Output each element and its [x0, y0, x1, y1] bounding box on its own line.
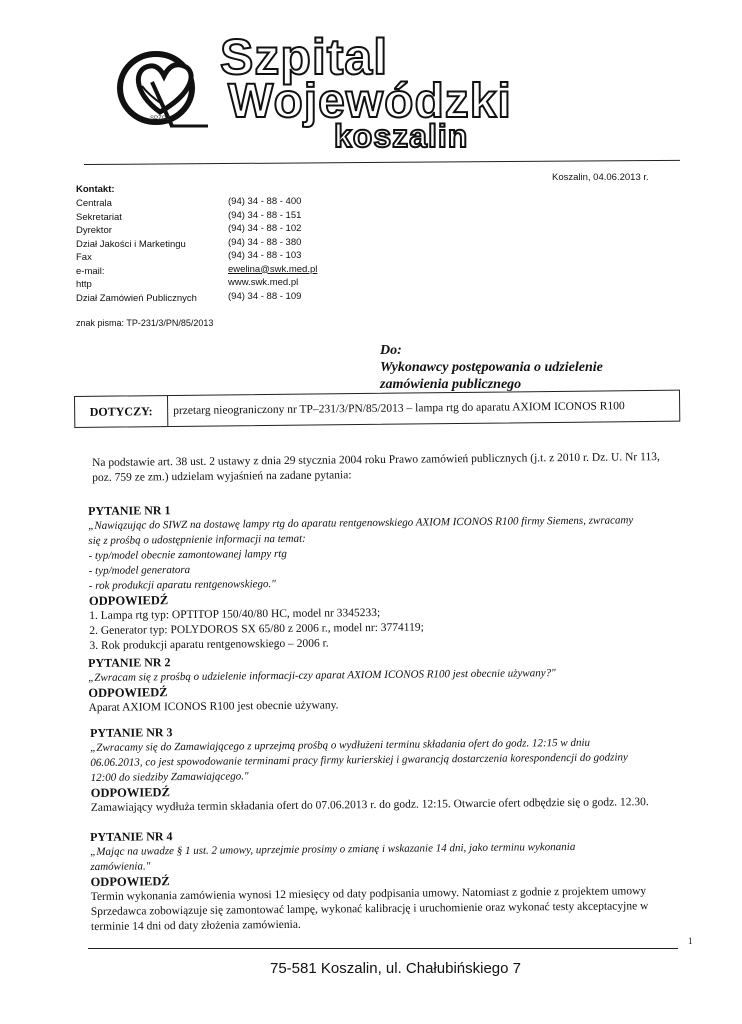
answer-line: Aparat AXIOM ICONOS R100 jest obecnie używany. — [88, 699, 339, 714]
contact-label: Dział Jakości i Marketingu — [76, 238, 186, 250]
recipient-block — [380, 342, 603, 393]
question-text-line: się z prośbą o udostępnienie informacji na temat: — [88, 532, 306, 547]
logo-text-wojewodzki: Wojewódzki — [228, 75, 512, 128]
footer-address: 75-581 Koszalin, ul. Chałubińskiego 7 — [270, 960, 521, 977]
intro-line: poz. 759 ze zm.) udzielam wyjaśnień na zadane pytania: — [92, 469, 352, 484]
question-text-line: - typ/model obecnie zamontowanej lampy rtg — [88, 547, 287, 562]
contact-label: Fax — [76, 252, 92, 263]
contact-label: Dział Zamówień Publicznych — [76, 292, 197, 304]
recipient-line2: zamówienia publicznego — [380, 377, 522, 392]
question-text-line: - typ/model generatora — [88, 563, 191, 577]
contact-label: http — [76, 279, 92, 290]
contact-label: Sekretariat — [76, 211, 122, 223]
contact-value: (94) 34 - 88 - 151 — [228, 209, 302, 221]
page-number: 1 — [688, 936, 693, 946]
logo-small-text: SPZOZ — [150, 116, 171, 122]
subject-box — [74, 390, 680, 428]
contact-label: Centrala — [76, 198, 112, 209]
contact-value: (94) 34 - 88 - 102 — [228, 223, 302, 234]
subject-label: DOTYCZY: — [75, 396, 168, 427]
contact-title: Kontakt: — [76, 184, 115, 195]
reference-number: znak pisma: TP-231/3/PN/85/2013 — [76, 318, 214, 328]
intro-line: Na podstawie art. 38 ust. 2 ustawy z dnia 29 stycznia 2004 roku Prawo zamówień publicznych (j.t. z 2010 r. Dz. U. Nr 113, — [92, 451, 660, 469]
answer-line: terminie 14 dni od daty złożenia zamówienia. — [90, 918, 301, 933]
answer-line: 3. Rok produkcji aparatu rentgenowskiego – 2006 r. — [89, 637, 329, 652]
question-block-4 — [90, 824, 691, 935]
contact-value[interactable]: ewelina@swk.med.pl — [228, 263, 318, 275]
question-block-3 — [90, 720, 691, 816]
answer-heading: ODPOWIEDŹ — [88, 593, 169, 608]
document-date: Koszalin, 04.06.2013 r. — [552, 172, 649, 183]
question-text-line: - rok produkcji aparatu rentgenowskiego." — [88, 578, 276, 592]
contact-value: (94) 34 - 88 - 109 — [228, 290, 302, 302]
answer-line: Sprzedawca zobowiązuje się zamontować lampę, wykonać kalibrację i uruchomienie oraz wykonać testy akceptacyjne w — [90, 900, 649, 918]
logo-text-szpital: Szpital — [220, 29, 389, 85]
question-heading: PYTANIE NR 2 — [88, 655, 171, 670]
question-heading: PYTANIE NR 3 — [90, 725, 173, 740]
contact-label: Dyrektor — [76, 225, 112, 236]
answer-heading: ODPOWIEDŹ — [90, 785, 170, 800]
question-text-line: „Zwracam się z prośbą o udzielenie informacji-czy aparat AXIOM ICONOS R100 jest obecnie używany?" — [88, 667, 556, 684]
logo-text-koszalin: koszalin — [334, 118, 469, 154]
question-text-line: „Mając na uwadze § 1 ust. 2 umowy, uprzejmie prosimy o zmianę i wskazanie 14 dni, jako terminu wykonania — [90, 840, 576, 858]
answer-line: 1. Lampa rtg typ: OPTITOP 150/40/80 HC, model nr 3345233; — [89, 606, 381, 622]
question-heading: PYTANIE NR 1 — [88, 503, 171, 518]
subject-text: przetarg nieograniczony nr TP–231/3/PN/85/2013 – lampa rtg do aparatu AXIOM ICONOS R100 — [173, 400, 625, 417]
contact-value: (94) 34 - 88 - 400 — [228, 196, 302, 207]
answer-line: Zamawiający wydłuża termin składania ofert do 07.06.2013 r. do godz. 12:15. Otwarcie ofert odbędzie się o godz. 12.30. — [90, 796, 649, 814]
answer-heading: ODPOWIEDŹ — [88, 685, 168, 700]
question-text-line: „Nawiązując do SIWZ na dostawę lampy rtg do aparatu rentgenowskiego AXIOM ICONOS R100 firmy Siemens, zwracamy — [88, 514, 634, 532]
footer-divider — [88, 948, 678, 949]
question-text-line: 12:00 do siedziby Zamawiającego." — [90, 770, 249, 784]
answer-line: 2. Generator typ: POLYDOROS SX 65/80 z 2006 r., model nr: 3774119; — [89, 621, 424, 637]
question-text-line: 06.06.2013, co jest spowodowanie terminami pracy firmy kurierskiej i gwarancją dostarczenia korespondencji do godziny — [90, 751, 628, 769]
recipient-line1: Wykonawcy postępowania o udzielenie — [380, 360, 603, 375]
recipient-do: Do: — [380, 343, 402, 358]
contact-value: (94) 34 - 88 - 380 — [228, 236, 302, 248]
intro-paragraph — [92, 450, 692, 486]
question-block-2 — [88, 650, 689, 716]
question-text-line: zamówienia." — [90, 860, 151, 873]
answer-line: Termin wykonania zamówienia wynosi 12 miesięcy od daty podpisania umowy. Natomiast z godnie z projektem umowy — [90, 885, 647, 903]
contact-value: (94) 34 - 88 - 103 — [228, 250, 302, 261]
question-text-line: „Zwracamy się do Zamawiającego z uprzejmą prośbą o wydłużeni terminu składania ofert do godz. 12:15 w dniu — [90, 736, 591, 754]
contact-label: e-mail: — [76, 265, 105, 277]
answer-heading: ODPOWIEDŹ — [90, 874, 170, 889]
question-heading: PYTANIE NR 4 — [90, 829, 173, 844]
header-divider — [84, 160, 680, 165]
question-block-1 — [88, 498, 690, 654]
contact-value[interactable]: www.swk.med.pl — [228, 277, 299, 288]
